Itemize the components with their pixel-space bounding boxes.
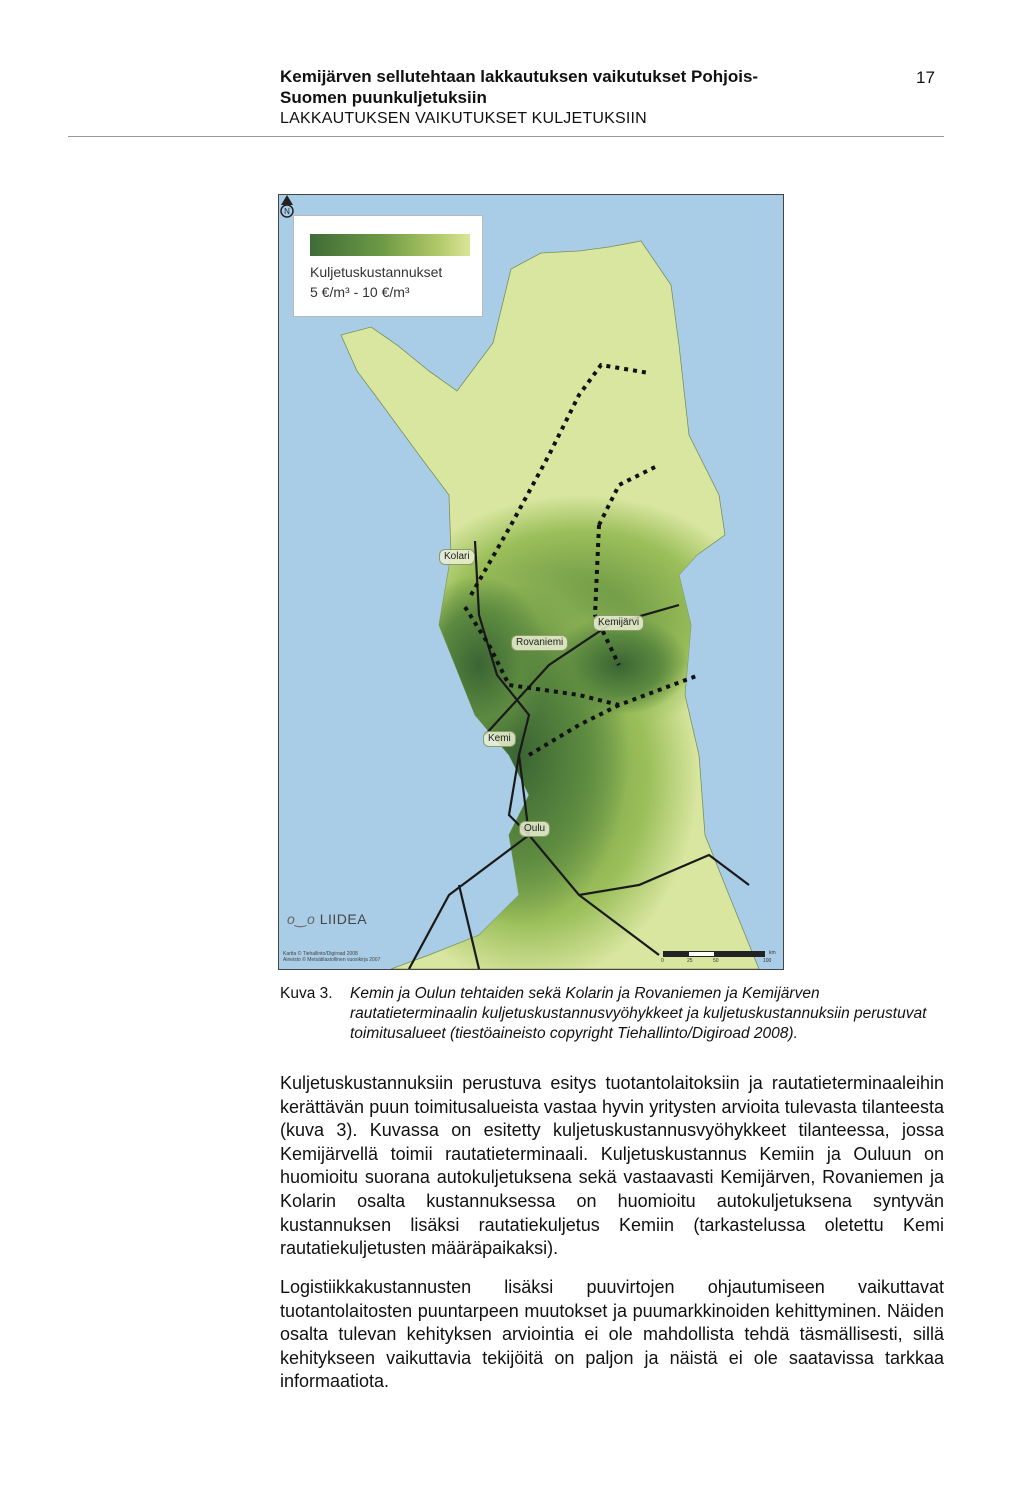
page-number: 17 bbox=[916, 68, 935, 87]
figure-caption-text: Kemin ja Oulun tehtaiden sekä Kolarin ja Rovaniemen ja Kemijärven rautatieterminaalin kuljetuskustannusvyöhykkeet ja kuljetuskustannuksiin perustuvat toimitusalueet (tiestöaineisto copyright Tiehallinto/Digiroad 2008). bbox=[350, 985, 927, 1042]
city-label-kemi: Kemi bbox=[483, 731, 516, 747]
city-label-kemijarvi: Kemijärvi bbox=[593, 615, 644, 631]
liidea-logo: o‿o LIIDEA bbox=[287, 911, 368, 927]
document-title: Kemijärven sellutehtaan lakkautuksen vaikutukset Pohjois-Suomen puunkuljetuksiin bbox=[280, 67, 759, 107]
legend-range: 5 €/m³ - 10 €/m³ bbox=[310, 284, 410, 300]
city-label-oulu: Oulu bbox=[519, 821, 550, 837]
city-label-kolari: Kolari bbox=[439, 549, 475, 565]
legend-title: Kuljetuskustannukset bbox=[310, 264, 443, 280]
section-title: LAKKAUTUKSEN VAIKUTUKSET KULJETUKSIIN bbox=[280, 110, 647, 127]
cost-zone-map: Kuljetuskustannukset 5 €/m³ - 10 €/m³ Kolari Rovaniemi Kemijärvi Kemi Oulu o‿o LIIDEA Kartta © Tiehallinto/Digiroad 2008 Aineisto © Metsätilastollinen vuosikirja 2007 N 0 25 50 100 km bbox=[278, 194, 784, 970]
city-label-rovaniemi: Rovaniemi bbox=[511, 635, 568, 651]
north-arrow-icon bbox=[279, 195, 295, 219]
running-header bbox=[280, 66, 800, 129]
map-credits: Kartta © Tiehallinto/Digiroad 2008 Aineisto © Metsätilastollinen vuosikirja 2007 bbox=[283, 951, 381, 963]
body-paragraph-2: Logistiikkakustannusten lisäksi puuvirtojen ohjautumiseen vaikuttavat tuotantolaitosten puuntarpeen muutokset ja puumarkkinoiden kehittyminen. Näiden osalta tulevan kehityksen arviointia ei ole mahdollista tehdä täsmällisesti, sillä kehitykseen vaikuttavia tekijöitä on paljon ja näistä ei ole saatavissa tarkkaa informaatiota. bbox=[280, 1277, 944, 1392]
figure-label: Kuva 3. bbox=[280, 985, 333, 1002]
map-legend bbox=[293, 215, 483, 317]
svg-text:N: N bbox=[284, 207, 290, 216]
scale-bar bbox=[663, 951, 765, 957]
header-divider bbox=[68, 136, 944, 137]
legend-color-ramp bbox=[310, 234, 470, 256]
body-paragraph-1: Kuljetuskustannuksiin perustuva esitys tuotantolaitoksiin ja rautatieterminaaleihin kerättävän puun toimitusalueista vastaa hyvin yritysten arvioita tulevasta tilanteesta (kuva 3). Kuvassa on esitetty kuljetuskustannusvyöhykkeet tilanteessa, jossa Kemijärvellä toimii rautatieterminaali. Kuljetuskustannus Kemiin ja Ouluun on huomioitu suorana autokuljetuksena sekä vastaavasti Kemijärven, Rovaniemen ja Kolarin osalta kustannuksessa on huomioitu autokuljetuksena syntyvän kustannuksen lisäksi rautatiekuljetus Kemiin (tarkastelussa oletettu Kemi rautatiekuljetusten määräpaikaksi). bbox=[280, 1073, 944, 1259]
